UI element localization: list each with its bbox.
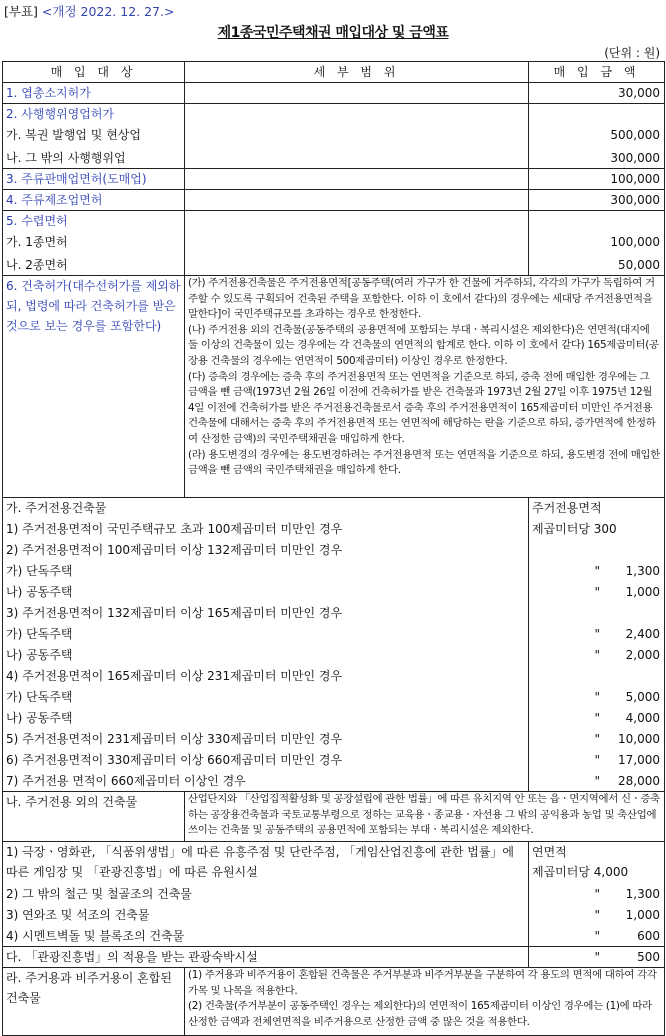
table-row — [3, 169, 665, 190]
row-target: 가. 1종면허 — [3, 232, 185, 255]
row-amount: 제곱미터당 300 — [529, 519, 665, 540]
row-amount: 100,000 — [529, 232, 665, 255]
row-amount: " 1,000 — [529, 582, 665, 603]
row-target: 라. 주거용과 비주거용이 혼합된 건축물 — [3, 968, 185, 1036]
row-target: 나) 공동주택 — [3, 582, 529, 603]
row-amount: 300,000 — [529, 148, 665, 169]
table-row — [3, 561, 665, 582]
table-row — [3, 498, 665, 519]
table-row — [3, 666, 665, 687]
row-target: 1. 엽총소지허가 — [3, 83, 185, 104]
row-target: 5. 수렵면허 — [3, 211, 185, 232]
row-amount: 100,000 — [529, 169, 665, 190]
row-amount: " 1,300 — [529, 884, 665, 905]
table-row — [3, 968, 665, 1036]
table-row — [3, 884, 665, 905]
col-range: 세 부 범 위 — [185, 62, 529, 83]
table-row — [3, 645, 665, 666]
row-target: 1) 극장ㆍ영화관, 「식품위생법」에 따른 유흥주점 및 단란주점, 「게임산업진흥에 관한 법률」에 따른 게임장 및 「관광진흥법」에 따른 유원시설 — [3, 842, 529, 884]
header — [4, 2, 174, 20]
row-range — [185, 211, 529, 232]
table-row — [3, 842, 665, 884]
table-row — [3, 232, 665, 255]
col-amount: 매 입 금 액 — [529, 62, 665, 83]
row-amount — [529, 540, 665, 561]
table-row — [3, 190, 665, 211]
table-row — [3, 624, 665, 645]
row-amount: " 1,000 — [529, 905, 665, 926]
row-range — [185, 190, 529, 211]
table-row — [3, 603, 665, 624]
row-range — [185, 83, 529, 104]
row-target: 가) 단독주택 — [3, 687, 529, 708]
table-row — [3, 708, 665, 729]
row-amount — [529, 666, 665, 687]
table-row — [3, 255, 665, 276]
row-amount: 연면적 제곱미터당 4,000 — [529, 842, 665, 884]
row-target: 3) 연와조 및 석조의 건축물 — [3, 905, 529, 926]
row-range — [185, 169, 529, 190]
row-amount: 500,000 — [529, 125, 665, 148]
row-target: 2. 사행행위영업허가 — [3, 104, 185, 125]
row-target: 2) 주거전용면적이 100제곱미터 이상 132제곱미터 미만인 경우 — [3, 540, 529, 561]
col-target: 매 입 대 상 — [3, 62, 185, 83]
table-row — [3, 792, 665, 842]
row-range — [185, 232, 529, 255]
row-amount — [529, 211, 665, 232]
row-amount: 300,000 — [529, 190, 665, 211]
row-target: 가. 주거전용건축물 — [3, 498, 529, 519]
row-target: 나. 주거전용 외의 건축물 — [3, 792, 185, 842]
table-row — [3, 104, 665, 125]
bond-table — [2, 61, 665, 1036]
row-target: 6. 건축허가(대수선허가를 제외하되, 법령에 따라 건축허가를 받은 것으로 보는 경우를 포함한다) — [3, 276, 185, 498]
row-amount: " 10,000 — [529, 729, 665, 750]
row-amount: " 600 — [529, 926, 665, 947]
row-amount: 주거전용면적 — [529, 498, 665, 519]
table-row — [3, 905, 665, 926]
row-amount: " 2,400 — [529, 624, 665, 645]
attachment-label: [부표] — [4, 4, 38, 19]
table-row — [3, 582, 665, 603]
row-target: 나. 2종면허 — [3, 255, 185, 276]
table-row — [3, 947, 665, 968]
row-amount: " 5,000 — [529, 687, 665, 708]
unit-label: (단위 : 원) — [604, 46, 660, 60]
row-target: 3) 주거전용면적이 132제곱미터 이상 165제곱미터 미만인 경우 — [3, 603, 529, 624]
row-amount: 50,000 — [529, 255, 665, 276]
table-row — [3, 687, 665, 708]
row-amount — [529, 104, 665, 125]
row-target: 2) 그 밖의 철근 및 철골조의 건축물 — [3, 884, 529, 905]
table-row — [3, 926, 665, 947]
table-row — [3, 125, 665, 148]
row-target: 나. 그 밖의 사행행위업 — [3, 148, 185, 169]
table-row — [3, 148, 665, 169]
row-target: 나) 공동주택 — [3, 708, 529, 729]
revision-date: <개정 2022. 12. 27.> — [41, 4, 175, 19]
row-range — [185, 148, 529, 169]
row-range-detail: (가) 주거전용건축물은 주거전용면적[공동주택(여러 가구가 한 건물에 거주하되, 각각의 가구가 독립하여 거주할 수 있도록 구획되어 건축된 주택을 포함한다. 이하 이 호에서 같다)의 경우에는 세대당 주거전용면적을 말한다]이 국민주택규모를 초과하는 경우로 한정한다. (나) 주거전용 외의 건축물(공동주택의 공용면적에 포함되는 부대ㆍ복리시설은 제외한다)은 연면적(대지에 둘 이상의 건축물이 있는 경우에는 각 건축물의 연면적의 합계로 한다. 이하 이 호에서 같다) 165제곱미터(공장용 건축물의 경우에는 연면적이 500제곱미터) 이상인 경우로 한정한다. (다) 증축의 경우에는 증축 후의 주거전용면적 또는 연면적을 기준으로 하되, 증축 전에 매입한 경우에는 그 금액을 뺀 금액(1973년 2월 26일 이전에 건축허가를 받은 건축물과 1973년 2월 27일 이후 1975년 12월 4일 이전에 건축허가를 받은 주거전용건축물로서 증축 후의 주거전용면적이 165제곱미터 미만인 주거전용건축물에 대해서는 증축 후의 주거전용면적 또는 연면적에 해당하는 란을 기준으로 하되, 증가면적에 한정하여 산정한 금액)의 국민주택채권을 매입하게 한다. (라) 용도변경의 경우에는 용도변경하려는 주거전용면적 또는 연면적을 기준으로 하되, 용도변경 전에 매입한 금액을 뺀 금액의 국민주택채권을 매입하게 한다. — [185, 276, 665, 498]
row-target: 5) 주거전용면적이 231제곱미터 이상 330제곱미터 미만인 경우 — [3, 729, 529, 750]
row-target: 3. 주류판매업면허(도매업) — [3, 169, 185, 190]
row-amount — [529, 603, 665, 624]
row-range — [185, 125, 529, 148]
row-target: 가. 복권 발행업 및 현상업 — [3, 125, 185, 148]
row-range — [185, 104, 529, 125]
table-row — [3, 540, 665, 561]
table-header-row — [3, 62, 665, 83]
row-target: 나) 공동주택 — [3, 645, 529, 666]
row-target: 7) 주거전용 면적이 660제곱미터 이상인 경우 — [3, 771, 529, 792]
row-target: 4) 주거전용면적이 165제곱미터 이상 231제곱미터 미만인 경우 — [3, 666, 529, 687]
table-row — [3, 771, 665, 792]
table-row — [3, 276, 665, 498]
row-target: 다. 「관광진흥법」의 적용을 받는 관광숙박시설 — [3, 947, 529, 968]
row-target: 4) 시멘트벽돌 및 블록조의 건축물 — [3, 926, 529, 947]
table-row — [3, 211, 665, 232]
table-row — [3, 750, 665, 771]
row-amount: 30,000 — [529, 83, 665, 104]
row-range-detail: (1) 주거용과 비주거용이 혼합된 건축물은 주거부분과 비주거부분을 구분하여 각 용도의 면적에 대하여 각각 가목 및 나목을 적용한다. (2) 건축물(주거부분이 공동주택인 경우는 제외한다)의 연면적이 165제곱미터 이상인 경우에는 (1)에 따라 산정한 금액과 전체연면적을 비주거용으로 산정한 금액 중 많은 것을 적용한다. — [185, 968, 665, 1036]
row-target: 가) 단독주택 — [3, 561, 529, 582]
row-amount: " 500 — [529, 947, 665, 968]
table-row — [3, 83, 665, 104]
row-target: 6) 주거전용면적이 330제곱미터 이상 660제곱미터 미만인 경우 — [3, 750, 529, 771]
table-row — [3, 519, 665, 540]
row-target: 4. 주류제조업면허 — [3, 190, 185, 211]
row-target: 가) 단독주택 — [3, 624, 529, 645]
row-range — [185, 255, 529, 276]
row-amount: " 2,000 — [529, 645, 665, 666]
row-target: 1) 주거전용면적이 국민주택규모 초과 100제곱미터 미만인 경우 — [3, 519, 529, 540]
row-range-detail: 산업단지와 「산업집적활성화 및 공장설립에 관한 법률」에 따른 유치지역 안 또는 읍ㆍ면지역에서 신ㆍ증축하는 공장용건축물과 국토교통부령으로 정하는 교육용ㆍ종교용ㆍ자선용 그 밖의 공익용과 농업 및 축산업에 쓰이는 건축물 및 공동주택의 공용면적에 포함되는 부대ㆍ복리시설은 제외한다. — [185, 792, 665, 842]
row-amount: " 28,000 — [529, 771, 665, 792]
row-amount: " 1,300 — [529, 561, 665, 582]
page-title: 제1종국민주택채권 매입대상 및 금액표 — [217, 25, 449, 41]
row-amount: " 4,000 — [529, 708, 665, 729]
row-amount: " 17,000 — [529, 750, 665, 771]
table-row — [3, 729, 665, 750]
